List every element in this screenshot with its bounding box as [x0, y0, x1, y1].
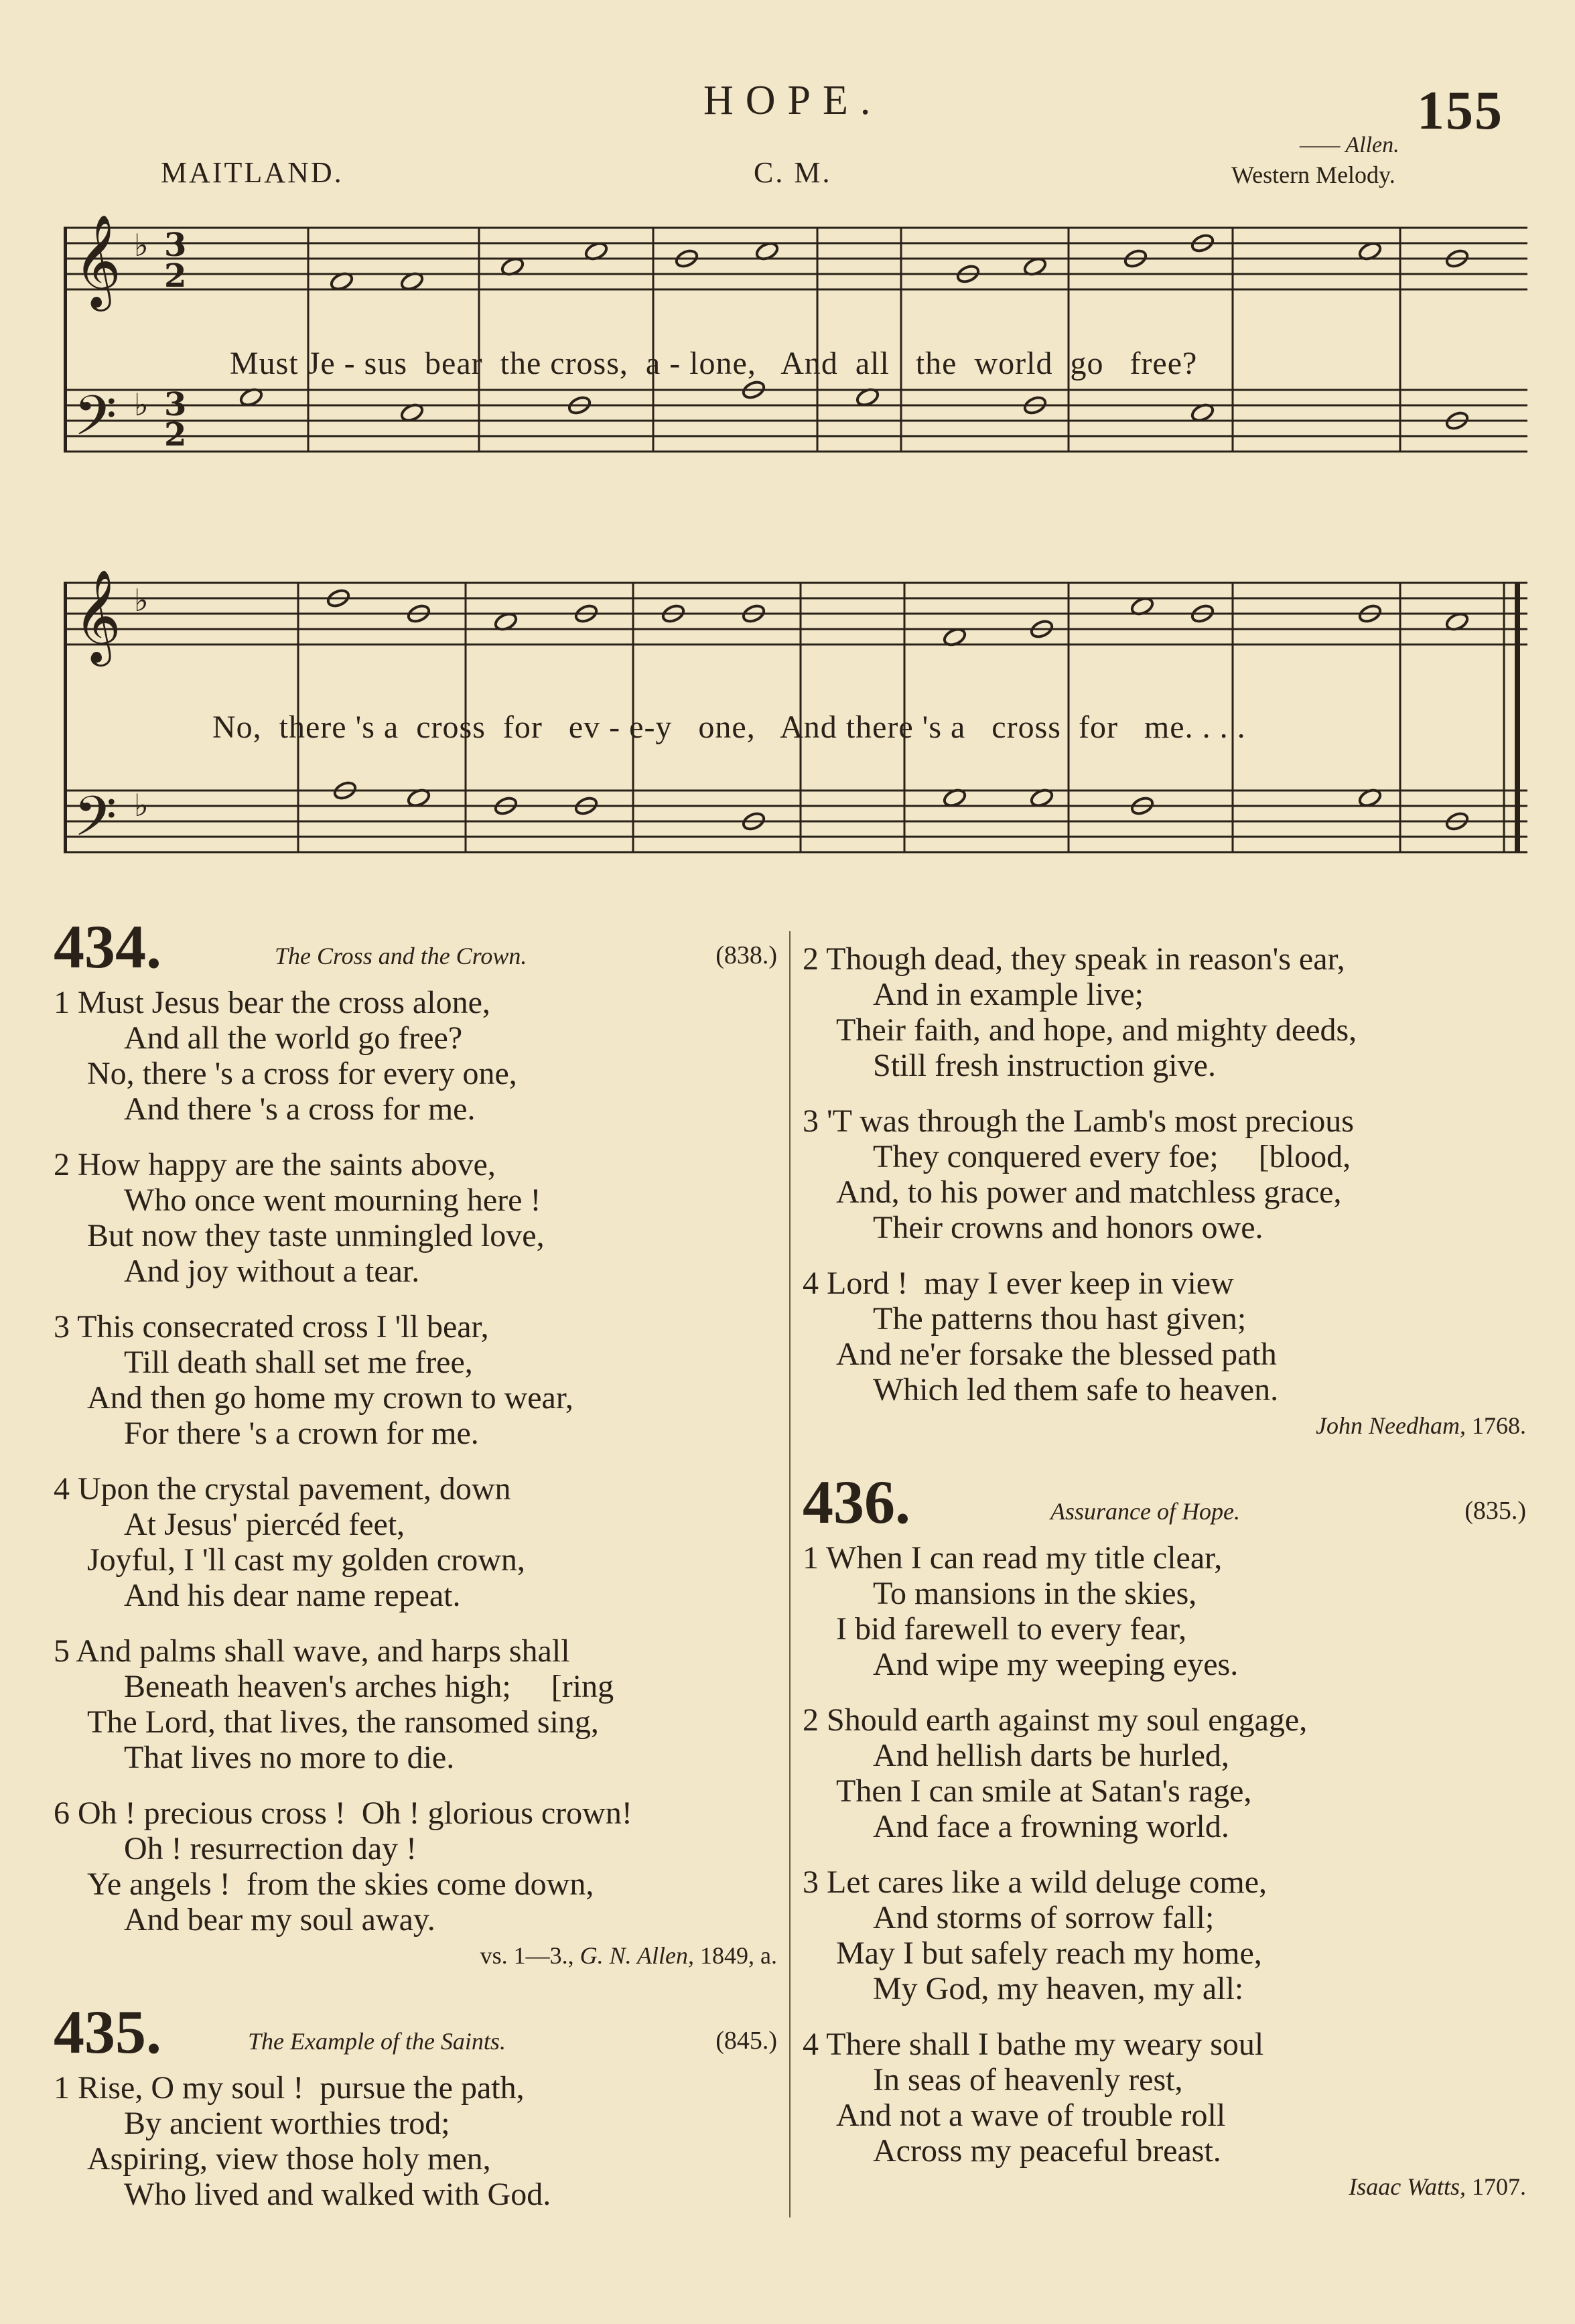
- verse: 3 'T was through the Lamb's most precious They conquered every foe; [blood, And, to his power and matchless grace, Their crowns and honors owe.: [803, 1103, 1354, 1245]
- verse: 1 When I can read my title clear, To mansions in the skies, I bid farewell to every fear, And wipe my weeping eyes.: [803, 1540, 1239, 1682]
- left-column: [54, 911, 777, 2232]
- verse: 2 Should earth against my soul engage, And hellish darts be hurled, Then I can smile at Satan's rage, And face a frowning world.: [803, 1702, 1308, 1844]
- music-system-2: [64, 569, 1527, 904]
- hymn-ref: (845.): [715, 2027, 777, 2055]
- hymn-ref: (835.): [1464, 1497, 1526, 1525]
- svg-text:♭: ♭: [134, 787, 149, 823]
- svg-text:♭: ♭: [134, 227, 149, 263]
- music-system-1: [64, 214, 1527, 523]
- svg-text:2: 2: [164, 257, 187, 295]
- attribution: vs. 1—3., G. N. Allen, 1849, a.: [480, 1942, 777, 1969]
- verse: 1 Rise, O my soul ! pursue the path, By ancient worthies trod; Aspiring, view those holy men, Who lived and walked with God.: [54, 2070, 551, 2212]
- melody-source: Western Melody.: [1231, 161, 1395, 188]
- lyrics-line-2: No, there 's a cross for ev - e-y one, And there 's a cross for me. . . .: [212, 709, 1246, 745]
- treble-clef-icon-2: 𝄞: [74, 569, 121, 663]
- verse: 4 Lord ! may I ever keep in view The patterns thou hast given; And ne'er forsake the blessed path Which led them safe to heaven.: [803, 1266, 1279, 1408]
- hymn-435-header: [54, 1996, 777, 2070]
- verse: 5 And palms shall wave, and harps shall Beneath heaven's arches high; [ring The Lord, that lives, the ransomed sing, That lives no more to die.: [54, 1633, 614, 1775]
- svg-text:♭: ♭: [134, 387, 149, 423]
- verse: 1 Must Jesus bear the cross alone, And all the world go free? No, there 's a cross for every one, And there 's a cross for me.: [54, 985, 517, 1127]
- hymn-number: 434.: [54, 912, 161, 981]
- verse: 2 How happy are the saints above, Who once went mourning here ! But now they taste unmingled love, And joy without a tear.: [54, 1147, 545, 1289]
- svg-text:3: 3: [164, 386, 187, 423]
- hymn-title: The Example of the Saints.: [248, 2028, 506, 2055]
- hymn-ref: (838.): [715, 941, 777, 969]
- svg-text:3: 3: [164, 226, 187, 264]
- verse: 3 This consecrated cross I 'll bear, Till death shall set me free, And then go home my crown to wear, For there 's a crown for me.: [54, 1309, 573, 1451]
- page-number: 155: [1417, 80, 1503, 141]
- svg-text:2: 2: [164, 416, 187, 454]
- hymn-434-header: [54, 911, 777, 985]
- attribution: John Needham, 1768.: [1316, 1412, 1526, 1439]
- treble-clef-icon: 𝄞: [74, 214, 121, 307]
- bass-clef-icon-2: 𝄢: [74, 784, 117, 862]
- svg-text:♭: ♭: [134, 582, 149, 618]
- hymn-number: 436.: [803, 1468, 910, 1536]
- verse: 3 Let cares like a wild deluge come, And storms of sorrow fall; May I but safely reach my home, My God, my heaven, my all:: [803, 1864, 1268, 2006]
- verse: 4 There shall I bathe my weary soul In seas of heavenly rest, And not a wave of trouble roll Across my peaceful breast.: [803, 2027, 1264, 2169]
- column-divider: [789, 931, 791, 2217]
- page-heading: HOPE.: [703, 78, 883, 123]
- hymn-number: 435.: [54, 1998, 161, 2066]
- lyrics-line-1: Must Je - sus bear the cross, a - lone, And all the world go free?: [230, 346, 1198, 381]
- verse: 4 Upon the crystal pavement, down At Jesus' piercéd feet, Joyful, I 'll cast my golden crown, And his dear name repeat.: [54, 1471, 525, 1613]
- hymn-436-header: [803, 1466, 1526, 1540]
- hymn-title: The Cross and the Crown.: [275, 943, 527, 969]
- tune-name: MAITLAND.: [161, 156, 344, 189]
- notes: [238, 232, 1469, 431]
- right-column: [803, 941, 1526, 2228]
- hymn-title: Assurance of Hope.: [1050, 1498, 1240, 1525]
- bass-clef-icon: 𝄢: [74, 383, 117, 462]
- composer: —— Allen.: [1300, 133, 1399, 157]
- verse: 6 Oh ! precious cross ! Oh ! glorious crown! Oh ! resurrection day ! Ye angels ! from the skies come down, And bear my soul away.: [54, 1795, 632, 1937]
- attribution: Isaac Watts, 1707.: [1349, 2173, 1526, 2200]
- verse: 2 Though dead, they speak in reason's ear, And in example live; Their faith, and hope, and mighty deeds, Still fresh instruction give.: [803, 941, 1357, 1083]
- meter: C. M.: [754, 156, 832, 189]
